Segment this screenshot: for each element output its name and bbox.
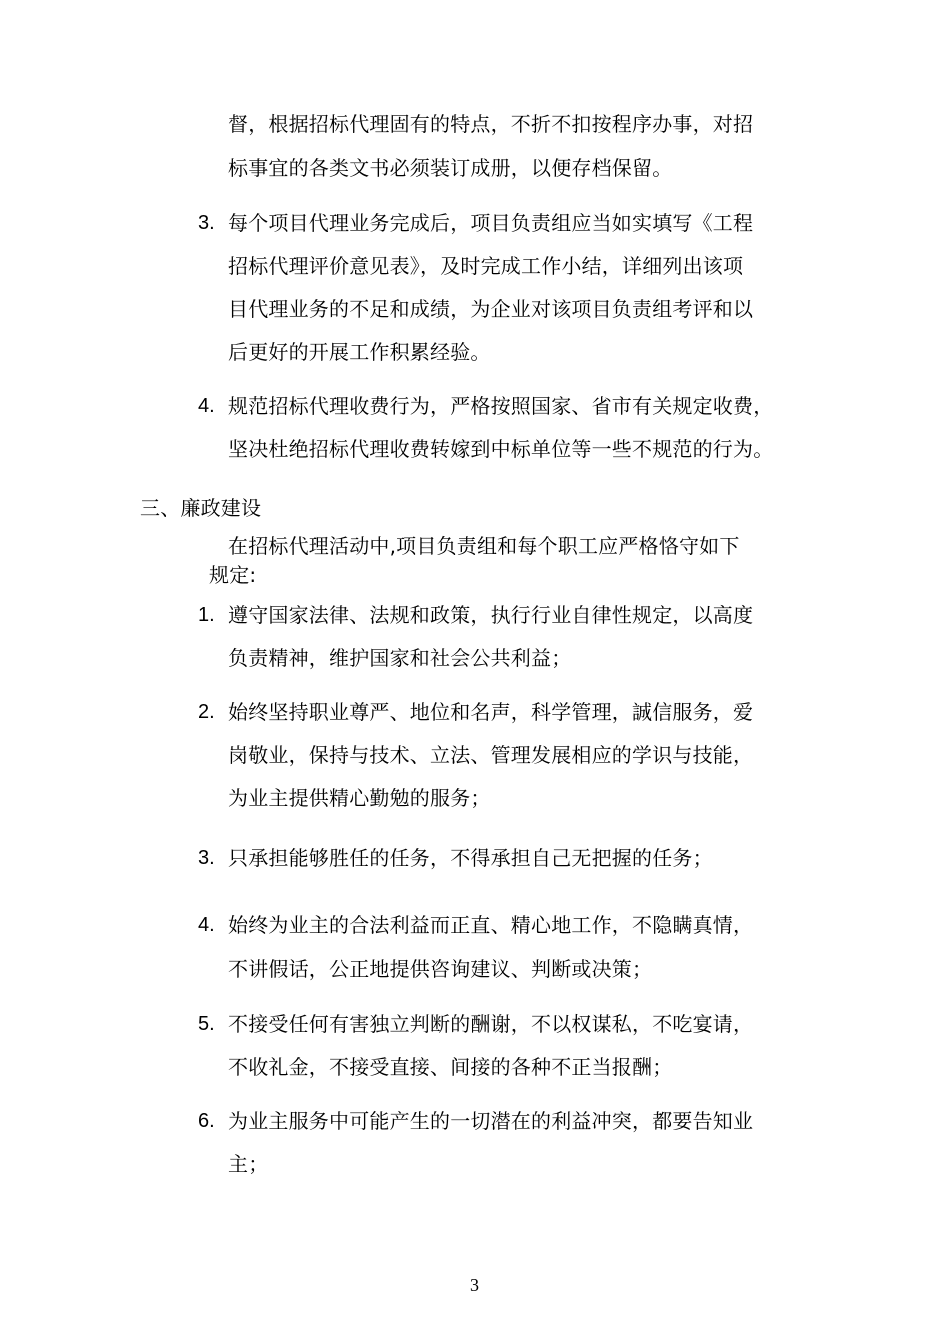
list-item-number: 4.	[198, 914, 215, 936]
list-item-line: 遵守国家法律、法规和政策，执行行业自律性规定，以高度	[228, 603, 754, 627]
page-number: 3	[470, 1275, 479, 1295]
section-intro-line: 规定:	[209, 563, 257, 587]
list-item-line: 负责精神，维护国家和社会公共利益；	[228, 646, 572, 670]
continuation-line: 标事宜的各类文书必须装订成册，以便存档保留。	[228, 156, 673, 180]
list-item-line: 始终为业主的合法利益而正直、精心地工作，不隐瞒真情，	[228, 913, 754, 937]
list-item-line: 规范招标代理收费行为，严格按照国家、省市有关规定收费，	[228, 394, 774, 418]
list-item-line: 不接受任何有害独立判断的酬谢，不以权谋私，不吃宴请，	[228, 1012, 754, 1036]
list-item-number: 2.	[198, 701, 215, 723]
list-item-line: 招标代理评价意见表》，及时完成工作小结，详细列出该项	[228, 254, 744, 278]
list-item-line: 后更好的开展工作积累经验。	[228, 340, 491, 364]
list-item-line: 主；	[228, 1152, 269, 1176]
section-heading: 三、廉政建设	[140, 496, 262, 520]
list-item-number: 4.	[198, 395, 215, 417]
continuation-line: 督，根据招标代理固有的特点，不折不扣按程序办事，对招	[228, 112, 754, 136]
list-item-line: 目代理业务的不足和成绩，为企业对该项目负责组考评和以	[228, 297, 754, 321]
section-intro-line: 在招标代理活动中,项目负责组和每个职工应严格恪守如下	[228, 534, 740, 558]
list-item-line: 只承担能够胜任的任务，不得承担自己无把握的任务；	[228, 846, 713, 870]
list-item-line: 为业主提供精心勤勉的服务；	[228, 786, 491, 810]
list-item-number: 1.	[198, 604, 215, 626]
list-item-line: 不收礼金，不接受直接、间接的各种不正当报酬；	[228, 1055, 673, 1079]
list-item-number: 6.	[198, 1110, 215, 1132]
list-item-line: 岗敬业，保持与技术、立法、管理发展相应的学识与技能，	[228, 743, 754, 767]
list-item-number: 5.	[198, 1013, 215, 1035]
list-item-line: 每个项目代理业务完成后，项目负责组应当如实填写《工程	[228, 211, 754, 235]
list-item-line: 不讲假话，公正地提供咨询建议、判断或决策；	[228, 957, 653, 981]
list-item-line: 始终坚持职业尊严、地位和名声，科学管理，誠信服务，爱	[228, 700, 754, 724]
list-item-number: 3.	[198, 847, 215, 869]
list-item-line: 坚决杜绝招标代理收费转嫁到中标单位等一些不规范的行为。	[228, 437, 774, 461]
list-item-number: 3.	[198, 212, 215, 234]
list-item-line: 为业主服务中可能产生的一切潜在的利益冲突，都要告知业	[228, 1109, 754, 1133]
